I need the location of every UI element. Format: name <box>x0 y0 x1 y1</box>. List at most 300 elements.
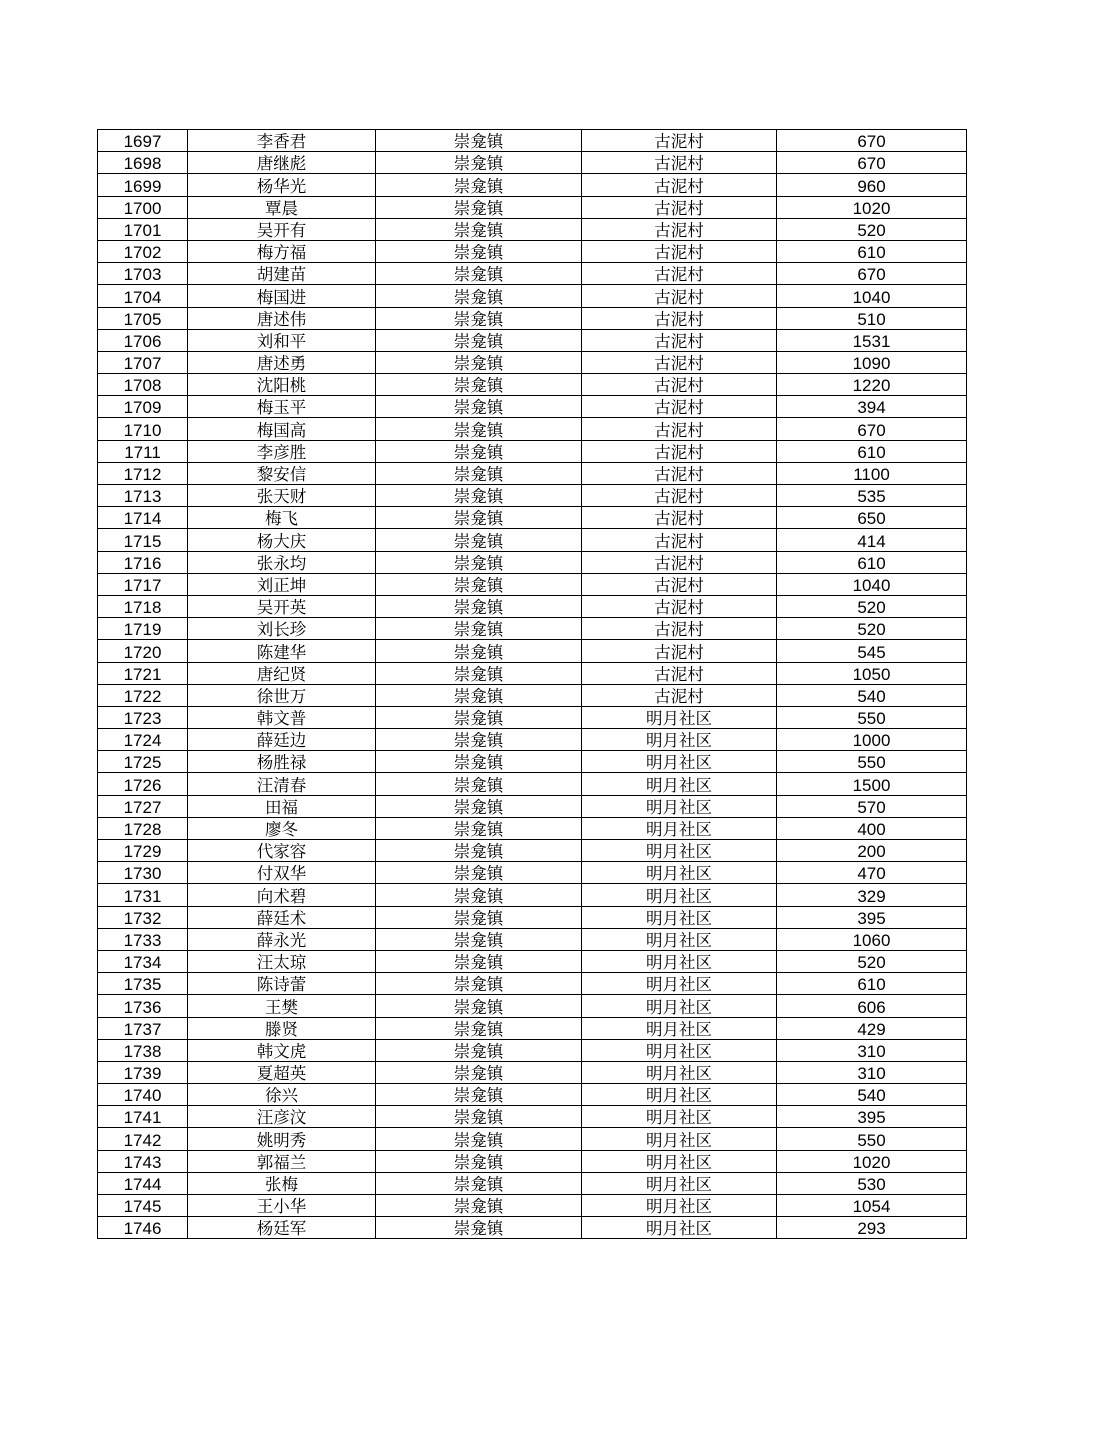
name-cell: 陈诗蕾 <box>188 973 376 995</box>
table-row <box>98 995 967 1017</box>
row-number-cell: 1728 <box>98 817 188 839</box>
village-cell: 明月社区 <box>582 1172 777 1194</box>
row-number-cell: 1746 <box>98 1217 188 1239</box>
table-row <box>98 1217 967 1239</box>
amount-cell: 1050 <box>777 662 967 684</box>
town-cell: 崇龛镇 <box>376 1150 582 1172</box>
village-cell: 古泥村 <box>582 529 777 551</box>
village-cell: 古泥村 <box>582 551 777 573</box>
row-number-cell: 1723 <box>98 706 188 728</box>
name-cell: 张永均 <box>188 551 376 573</box>
village-cell: 明月社区 <box>582 1039 777 1061</box>
name-cell: 张梅 <box>188 1172 376 1194</box>
row-number-cell: 1740 <box>98 1084 188 1106</box>
village-cell: 明月社区 <box>582 1106 777 1128</box>
town-cell: 崇龛镇 <box>376 374 582 396</box>
town-cell: 崇龛镇 <box>376 485 582 507</box>
table-row <box>98 418 967 440</box>
village-cell: 古泥村 <box>582 507 777 529</box>
table-row <box>98 462 967 484</box>
village-cell: 明月社区 <box>582 950 777 972</box>
village-cell: 古泥村 <box>582 285 777 307</box>
town-cell: 崇龛镇 <box>376 218 582 240</box>
town-cell: 崇龛镇 <box>376 240 582 262</box>
amount-cell: 650 <box>777 507 967 529</box>
town-cell: 崇龛镇 <box>376 862 582 884</box>
village-cell: 古泥村 <box>582 374 777 396</box>
row-number-cell: 1715 <box>98 529 188 551</box>
town-cell: 崇龛镇 <box>376 529 582 551</box>
name-cell: 李彦胜 <box>188 440 376 462</box>
village-cell: 明月社区 <box>582 862 777 884</box>
name-cell: 覃晨 <box>188 196 376 218</box>
village-cell: 明月社区 <box>582 1217 777 1239</box>
village-cell: 明月社区 <box>582 817 777 839</box>
name-cell: 沈阳桃 <box>188 374 376 396</box>
name-cell: 夏超英 <box>188 1061 376 1083</box>
village-cell: 古泥村 <box>582 263 777 285</box>
village-cell: 明月社区 <box>582 751 777 773</box>
row-number-cell: 1707 <box>98 351 188 373</box>
town-cell: 崇龛镇 <box>376 684 582 706</box>
row-number-cell: 1698 <box>98 152 188 174</box>
table-row <box>98 396 967 418</box>
amount-cell: 395 <box>777 1106 967 1128</box>
name-cell: 李香君 <box>188 130 376 152</box>
amount-cell: 570 <box>777 795 967 817</box>
town-cell: 崇龛镇 <box>376 773 582 795</box>
table-row <box>98 285 967 307</box>
town-cell: 崇龛镇 <box>376 928 582 950</box>
row-number-cell: 1738 <box>98 1039 188 1061</box>
row-number-cell: 1701 <box>98 218 188 240</box>
town-cell: 崇龛镇 <box>376 551 582 573</box>
town-cell: 崇龛镇 <box>376 396 582 418</box>
village-cell: 古泥村 <box>582 307 777 329</box>
amount-cell: 310 <box>777 1039 967 1061</box>
row-number-cell: 1734 <box>98 950 188 972</box>
village-cell: 明月社区 <box>582 1061 777 1083</box>
table-row <box>98 507 967 529</box>
village-cell: 明月社区 <box>582 1128 777 1150</box>
village-cell: 明月社区 <box>582 906 777 928</box>
amount-cell: 530 <box>777 1172 967 1194</box>
row-number-cell: 1727 <box>98 795 188 817</box>
amount-cell: 670 <box>777 418 967 440</box>
table-row <box>98 684 967 706</box>
table-row <box>98 1039 967 1061</box>
town-cell: 崇龛镇 <box>376 884 582 906</box>
table-row <box>98 662 967 684</box>
amount-cell: 670 <box>777 152 967 174</box>
town-cell: 崇龛镇 <box>376 618 582 640</box>
name-cell: 杨华光 <box>188 174 376 196</box>
amount-cell: 606 <box>777 995 967 1017</box>
row-number-cell: 1724 <box>98 729 188 751</box>
row-number-cell: 1732 <box>98 906 188 928</box>
name-cell: 汪彦汶 <box>188 1106 376 1128</box>
amount-cell: 550 <box>777 706 967 728</box>
village-cell: 古泥村 <box>582 485 777 507</box>
row-number-cell: 1709 <box>98 396 188 418</box>
name-cell: 薛廷边 <box>188 729 376 751</box>
row-number-cell: 1706 <box>98 329 188 351</box>
name-cell: 廖冬 <box>188 817 376 839</box>
name-cell: 田福 <box>188 795 376 817</box>
amount-cell: 395 <box>777 906 967 928</box>
amount-cell: 1054 <box>777 1195 967 1217</box>
amount-cell: 200 <box>777 840 967 862</box>
row-number-cell: 1736 <box>98 995 188 1017</box>
amount-cell: 1060 <box>777 928 967 950</box>
village-cell: 明月社区 <box>582 1017 777 1039</box>
name-cell: 梅方福 <box>188 240 376 262</box>
row-number-cell: 1737 <box>98 1017 188 1039</box>
row-number-cell: 1720 <box>98 640 188 662</box>
name-cell: 黎安信 <box>188 462 376 484</box>
table-row <box>98 529 967 551</box>
town-cell: 崇龛镇 <box>376 152 582 174</box>
name-cell: 向术碧 <box>188 884 376 906</box>
table-row <box>98 440 967 462</box>
amount-cell: 1100 <box>777 462 967 484</box>
town-cell: 崇龛镇 <box>376 1039 582 1061</box>
village-cell: 明月社区 <box>582 706 777 728</box>
row-number-cell: 1733 <box>98 928 188 950</box>
town-cell: 崇龛镇 <box>376 351 582 373</box>
amount-cell: 610 <box>777 551 967 573</box>
table-row <box>98 1128 967 1150</box>
town-cell: 崇龛镇 <box>376 662 582 684</box>
town-cell: 崇龛镇 <box>376 329 582 351</box>
town-cell: 崇龛镇 <box>376 840 582 862</box>
village-cell: 古泥村 <box>582 196 777 218</box>
row-number-cell: 1703 <box>98 263 188 285</box>
town-cell: 崇龛镇 <box>376 1217 582 1239</box>
row-number-cell: 1744 <box>98 1172 188 1194</box>
village-cell: 古泥村 <box>582 662 777 684</box>
amount-cell: 1020 <box>777 1150 967 1172</box>
village-cell: 古泥村 <box>582 329 777 351</box>
town-cell: 崇龛镇 <box>376 440 582 462</box>
village-cell: 古泥村 <box>582 130 777 152</box>
town-cell: 崇龛镇 <box>376 706 582 728</box>
amount-cell: 394 <box>777 396 967 418</box>
amount-cell: 520 <box>777 595 967 617</box>
table-row <box>98 950 967 972</box>
name-cell: 唐纪贤 <box>188 662 376 684</box>
village-cell: 明月社区 <box>582 928 777 950</box>
amount-cell: 550 <box>777 1128 967 1150</box>
amount-cell: 1500 <box>777 773 967 795</box>
table-row <box>98 351 967 373</box>
village-cell: 古泥村 <box>582 684 777 706</box>
town-cell: 崇龛镇 <box>376 462 582 484</box>
table-row <box>98 263 967 285</box>
amount-cell: 540 <box>777 1084 967 1106</box>
town-cell: 崇龛镇 <box>376 950 582 972</box>
name-cell: 梅国高 <box>188 418 376 440</box>
name-cell: 胡建苗 <box>188 263 376 285</box>
village-cell: 古泥村 <box>582 240 777 262</box>
name-cell: 汪清春 <box>188 773 376 795</box>
amount-cell: 550 <box>777 751 967 773</box>
name-cell: 吴开英 <box>188 595 376 617</box>
table-row <box>98 862 967 884</box>
row-number-cell: 1745 <box>98 1195 188 1217</box>
amount-cell: 960 <box>777 174 967 196</box>
village-cell: 古泥村 <box>582 573 777 595</box>
village-cell: 古泥村 <box>582 440 777 462</box>
amount-cell: 610 <box>777 973 967 995</box>
name-cell: 薛廷术 <box>188 906 376 928</box>
town-cell: 崇龛镇 <box>376 729 582 751</box>
name-cell: 杨大庆 <box>188 529 376 551</box>
amount-cell: 1040 <box>777 285 967 307</box>
town-cell: 崇龛镇 <box>376 906 582 928</box>
table-body <box>98 130 967 1239</box>
table-row <box>98 928 967 950</box>
village-cell: 明月社区 <box>582 973 777 995</box>
row-number-cell: 1699 <box>98 174 188 196</box>
town-cell: 崇龛镇 <box>376 595 582 617</box>
amount-cell: 545 <box>777 640 967 662</box>
table-row <box>98 795 967 817</box>
row-number-cell: 1700 <box>98 196 188 218</box>
table-row <box>98 840 967 862</box>
town-cell: 崇龛镇 <box>376 507 582 529</box>
town-cell: 崇龛镇 <box>376 1017 582 1039</box>
row-number-cell: 1725 <box>98 751 188 773</box>
table-row <box>98 1084 967 1106</box>
village-cell: 古泥村 <box>582 152 777 174</box>
name-cell: 韩文虎 <box>188 1039 376 1061</box>
table-row <box>98 307 967 329</box>
town-cell: 崇龛镇 <box>376 1061 582 1083</box>
name-cell: 徐兴 <box>188 1084 376 1106</box>
village-cell: 古泥村 <box>582 351 777 373</box>
village-cell: 古泥村 <box>582 618 777 640</box>
village-cell: 古泥村 <box>582 462 777 484</box>
table-row <box>98 218 967 240</box>
row-number-cell: 1718 <box>98 595 188 617</box>
town-cell: 崇龛镇 <box>376 307 582 329</box>
town-cell: 崇龛镇 <box>376 285 582 307</box>
name-cell: 唐述伟 <box>188 307 376 329</box>
town-cell: 崇龛镇 <box>376 640 582 662</box>
table-row <box>98 817 967 839</box>
name-cell: 徐世万 <box>188 684 376 706</box>
amount-cell: 520 <box>777 618 967 640</box>
table-row <box>98 174 967 196</box>
amount-cell: 1000 <box>777 729 967 751</box>
village-cell: 明月社区 <box>582 884 777 906</box>
name-cell: 韩文普 <box>188 706 376 728</box>
table-row <box>98 1172 967 1194</box>
row-number-cell: 1713 <box>98 485 188 507</box>
table-row <box>98 884 967 906</box>
name-cell: 滕贤 <box>188 1017 376 1039</box>
town-cell: 崇龛镇 <box>376 130 582 152</box>
amount-cell: 1531 <box>777 329 967 351</box>
village-cell: 明月社区 <box>582 729 777 751</box>
row-number-cell: 1710 <box>98 418 188 440</box>
village-cell: 明月社区 <box>582 1150 777 1172</box>
table-row <box>98 729 967 751</box>
amount-cell: 329 <box>777 884 967 906</box>
village-cell: 明月社区 <box>582 995 777 1017</box>
amount-cell: 293 <box>777 1217 967 1239</box>
name-cell: 梅玉平 <box>188 396 376 418</box>
town-cell: 崇龛镇 <box>376 196 582 218</box>
village-cell: 古泥村 <box>582 174 777 196</box>
row-number-cell: 1742 <box>98 1128 188 1150</box>
row-number-cell: 1743 <box>98 1150 188 1172</box>
town-cell: 崇龛镇 <box>376 174 582 196</box>
name-cell: 王小华 <box>188 1195 376 1217</box>
table-row <box>98 485 967 507</box>
table-row <box>98 751 967 773</box>
village-cell: 明月社区 <box>582 1084 777 1106</box>
name-cell: 唐述勇 <box>188 351 376 373</box>
name-cell: 薛永光 <box>188 928 376 950</box>
village-cell: 明月社区 <box>582 1195 777 1217</box>
row-number-cell: 1704 <box>98 285 188 307</box>
town-cell: 崇龛镇 <box>376 1195 582 1217</box>
row-number-cell: 1730 <box>98 862 188 884</box>
town-cell: 崇龛镇 <box>376 817 582 839</box>
village-cell: 古泥村 <box>582 418 777 440</box>
amount-cell: 670 <box>777 263 967 285</box>
row-number-cell: 1712 <box>98 462 188 484</box>
row-number-cell: 1726 <box>98 773 188 795</box>
name-cell: 代家容 <box>188 840 376 862</box>
amount-cell: 1040 <box>777 573 967 595</box>
village-cell: 古泥村 <box>582 396 777 418</box>
name-cell: 杨廷军 <box>188 1217 376 1239</box>
table-row <box>98 1150 967 1172</box>
amount-cell: 1090 <box>777 351 967 373</box>
town-cell: 崇龛镇 <box>376 751 582 773</box>
name-cell: 王樊 <box>188 995 376 1017</box>
town-cell: 崇龛镇 <box>376 418 582 440</box>
table-row <box>98 973 967 995</box>
table-row <box>98 1195 967 1217</box>
table-row <box>98 618 967 640</box>
table-row <box>98 1061 967 1083</box>
name-cell: 梅国进 <box>188 285 376 307</box>
amount-cell: 520 <box>777 950 967 972</box>
name-cell: 唐继彪 <box>188 152 376 174</box>
table-row <box>98 773 967 795</box>
amount-cell: 1020 <box>777 196 967 218</box>
row-number-cell: 1721 <box>98 662 188 684</box>
village-cell: 明月社区 <box>582 795 777 817</box>
data-table <box>97 129 967 1239</box>
row-number-cell: 1711 <box>98 440 188 462</box>
amount-cell: 429 <box>777 1017 967 1039</box>
name-cell: 付双华 <box>188 862 376 884</box>
amount-cell: 414 <box>777 529 967 551</box>
table-row <box>98 374 967 396</box>
village-cell: 古泥村 <box>582 218 777 240</box>
name-cell: 汪太琼 <box>188 950 376 972</box>
table-row <box>98 196 967 218</box>
amount-cell: 535 <box>777 485 967 507</box>
amount-cell: 540 <box>777 684 967 706</box>
amount-cell: 610 <box>777 240 967 262</box>
amount-cell: 610 <box>777 440 967 462</box>
town-cell: 崇龛镇 <box>376 1106 582 1128</box>
amount-cell: 670 <box>777 130 967 152</box>
row-number-cell: 1697 <box>98 130 188 152</box>
amount-cell: 400 <box>777 817 967 839</box>
village-cell: 明月社区 <box>582 840 777 862</box>
village-cell: 古泥村 <box>582 595 777 617</box>
row-number-cell: 1722 <box>98 684 188 706</box>
row-number-cell: 1729 <box>98 840 188 862</box>
town-cell: 崇龛镇 <box>376 1128 582 1150</box>
town-cell: 崇龛镇 <box>376 1172 582 1194</box>
table-row <box>98 706 967 728</box>
table-row <box>98 595 967 617</box>
table-row <box>98 1106 967 1128</box>
table-row <box>98 906 967 928</box>
name-cell: 刘正坤 <box>188 573 376 595</box>
table-row <box>98 130 967 152</box>
table-row <box>98 551 967 573</box>
row-number-cell: 1716 <box>98 551 188 573</box>
row-number-cell: 1719 <box>98 618 188 640</box>
row-number-cell: 1739 <box>98 1061 188 1083</box>
table-row <box>98 573 967 595</box>
name-cell: 姚明秀 <box>188 1128 376 1150</box>
town-cell: 崇龛镇 <box>376 795 582 817</box>
name-cell: 杨胜禄 <box>188 751 376 773</box>
row-number-cell: 1702 <box>98 240 188 262</box>
amount-cell: 520 <box>777 218 967 240</box>
row-number-cell: 1735 <box>98 973 188 995</box>
row-number-cell: 1714 <box>98 507 188 529</box>
name-cell: 刘长珍 <box>188 618 376 640</box>
name-cell: 郭福兰 <box>188 1150 376 1172</box>
name-cell: 梅飞 <box>188 507 376 529</box>
row-number-cell: 1731 <box>98 884 188 906</box>
town-cell: 崇龛镇 <box>376 973 582 995</box>
row-number-cell: 1741 <box>98 1106 188 1128</box>
table-row <box>98 329 967 351</box>
name-cell: 张天财 <box>188 485 376 507</box>
table-row <box>98 240 967 262</box>
row-number-cell: 1717 <box>98 573 188 595</box>
amount-cell: 510 <box>777 307 967 329</box>
amount-cell: 310 <box>777 1061 967 1083</box>
table-row <box>98 1017 967 1039</box>
village-cell: 古泥村 <box>582 640 777 662</box>
name-cell: 陈建华 <box>188 640 376 662</box>
row-number-cell: 1705 <box>98 307 188 329</box>
town-cell: 崇龛镇 <box>376 263 582 285</box>
town-cell: 崇龛镇 <box>376 995 582 1017</box>
village-cell: 明月社区 <box>582 773 777 795</box>
name-cell: 刘和平 <box>188 329 376 351</box>
town-cell: 崇龛镇 <box>376 573 582 595</box>
table-row <box>98 152 967 174</box>
amount-cell: 1220 <box>777 374 967 396</box>
table-row <box>98 640 967 662</box>
town-cell: 崇龛镇 <box>376 1084 582 1106</box>
name-cell: 吴开有 <box>188 218 376 240</box>
